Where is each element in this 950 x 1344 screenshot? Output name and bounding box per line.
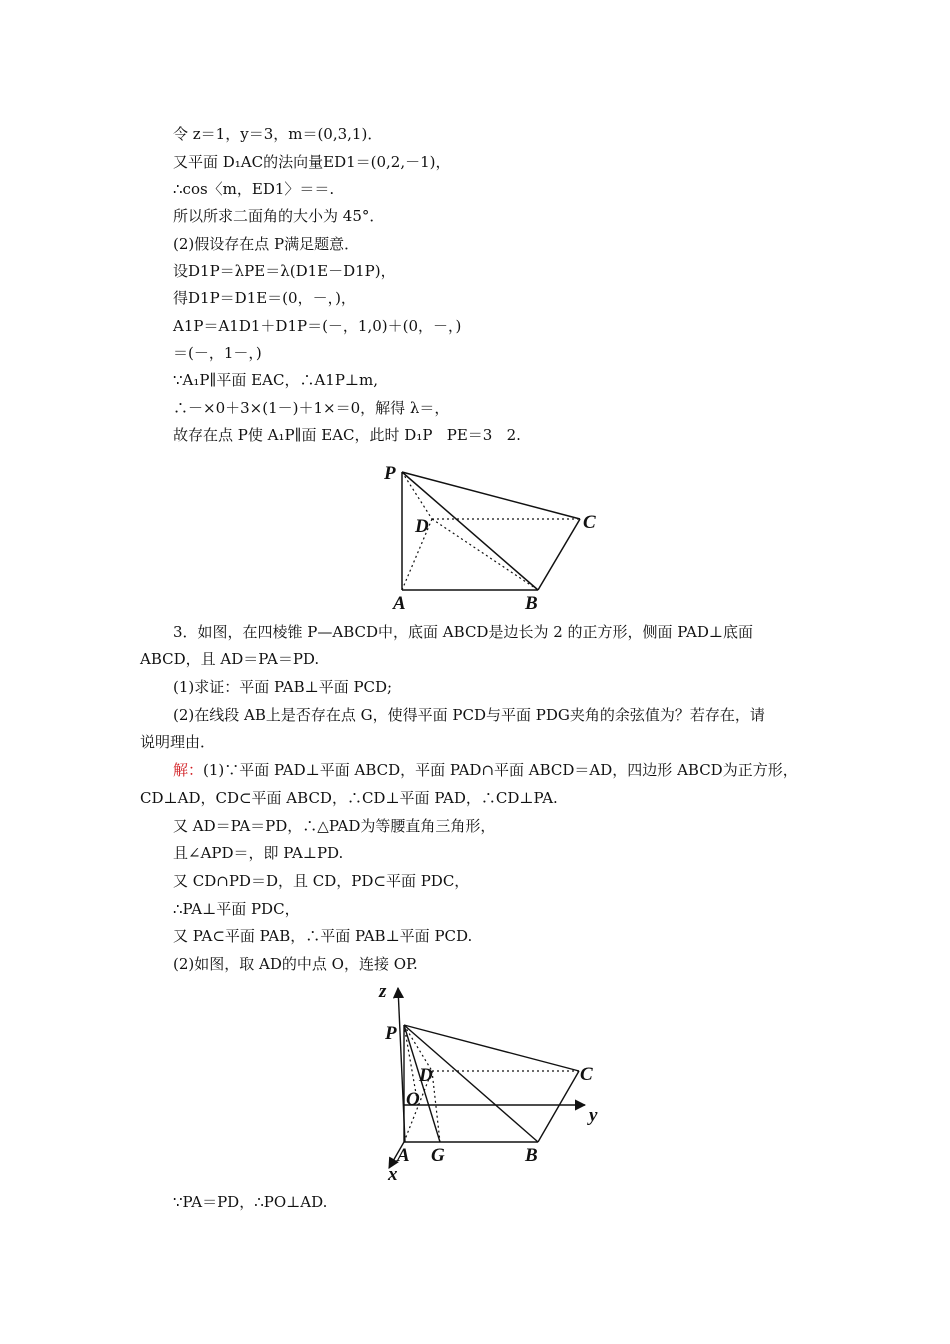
solution-line: 又 CD∩PD＝D，且 CD，PD⊂平面 PDC， [173, 872, 470, 890]
axis-label-y: y [589, 1105, 598, 1126]
text-line: ∵A₁P∥平面 EAC，∴A1P⊥m, [173, 371, 379, 389]
text-line: 又平面 D₁AC的法向量ED1＝(0,2,－1)， [173, 153, 451, 171]
text-line: 得D1P＝D1E＝(0，－，)， [173, 289, 356, 307]
solution-line: 且∠APD＝，即 PA⊥PD. [173, 844, 344, 862]
pyramid-figure-1 [370, 455, 610, 615]
text-line: A1P＝A1D1＋D1P＝(－，1,0)＋(0，－，) [173, 317, 462, 335]
vertex-label-B: B [525, 593, 538, 614]
text-line: ∴cos〈m，ED1〉＝＝. [173, 180, 335, 198]
point-label-G: G [431, 1145, 445, 1166]
vertex-label-D: D [415, 516, 429, 537]
solution-line: 又 AD＝PA＝PD，∴△PAD为等腰直角三角形， [173, 817, 496, 835]
axis-label-x: x [388, 1164, 398, 1185]
solution-label: 解： [173, 761, 204, 779]
vertex-label-B: B [525, 1145, 538, 1166]
problem-stem: 3．如图，在四棱锥 P—ABCD中，底面 ABCD是边长为 2 的正方形，侧面 PAD⊥底面 [173, 623, 753, 641]
hidden-edge-DB [432, 519, 538, 590]
solution-line: ∴PA⊥平面 PDC， [173, 900, 300, 918]
point-label-O: O [406, 1089, 420, 1110]
vertex-label-P: P [384, 463, 396, 484]
text-line: 所以所求二面角的大小为 45°． [173, 207, 385, 225]
vertex-label-P: P [385, 1023, 397, 1044]
solution-line: 又 PA⊂平面 PAB，∴平面 PAB⊥平面 PCD. [173, 927, 473, 945]
solution-line: ∵PA＝PD，∴PO⊥AD. [173, 1193, 328, 1211]
solution-line [173, 760, 798, 780]
pyramid-figure-2 [370, 980, 610, 1185]
text-line: 故存在点 P使 A₁P∥面 EAC，此时 D₁P PE＝3 2. [173, 426, 521, 444]
solution-line: (2)如图，取 AD的中点 O，连接 OP. [173, 955, 418, 973]
vertex-label-D: D [419, 1065, 433, 1086]
text-line: ＝(－，1－，) [173, 344, 262, 362]
text-line: (2)假设存在点 P满足题意． [173, 235, 360, 253]
text-line: ∴－×0＋3×(1－)＋1×＝0，解得 λ＝， [173, 399, 450, 417]
solution-line: CD⊥AD，CD⊂平面 ABCD，∴CD⊥平面 PAD，∴CD⊥PA. [140, 789, 558, 807]
vertex-label-C: C [583, 512, 596, 533]
edge-BC [538, 519, 580, 590]
question-2: 说明理由． [140, 733, 216, 751]
solution-text: (1)∵平面 PAD⊥平面 ABCD，平面 PAD∩平面 ABCD＝AD，四边形 ABCD为正方形， [203, 761, 798, 779]
text-line: 设D1P＝λPE＝λ(D1E－D1P)， [173, 262, 396, 280]
text-line: 令 z＝1，y＝3，m＝(0,3,1)． [173, 125, 383, 143]
edge-BC [538, 1071, 579, 1142]
problem-stem: ABCD，且 AD＝PA＝PD. [140, 650, 320, 668]
axis-label-z: z [379, 981, 387, 1002]
vertex-label-A: A [393, 593, 406, 614]
question-2: (2)在线段 AB上是否存在点 G，使得平面 PCD与平面 PDG夹角的余弦值为？若存在，请 [173, 706, 765, 724]
vertex-label-C: C [580, 1064, 593, 1085]
vertex-label-A: A [397, 1145, 410, 1166]
question-1: (1)求证：平面 PAB⊥平面 PCD; [173, 678, 393, 696]
